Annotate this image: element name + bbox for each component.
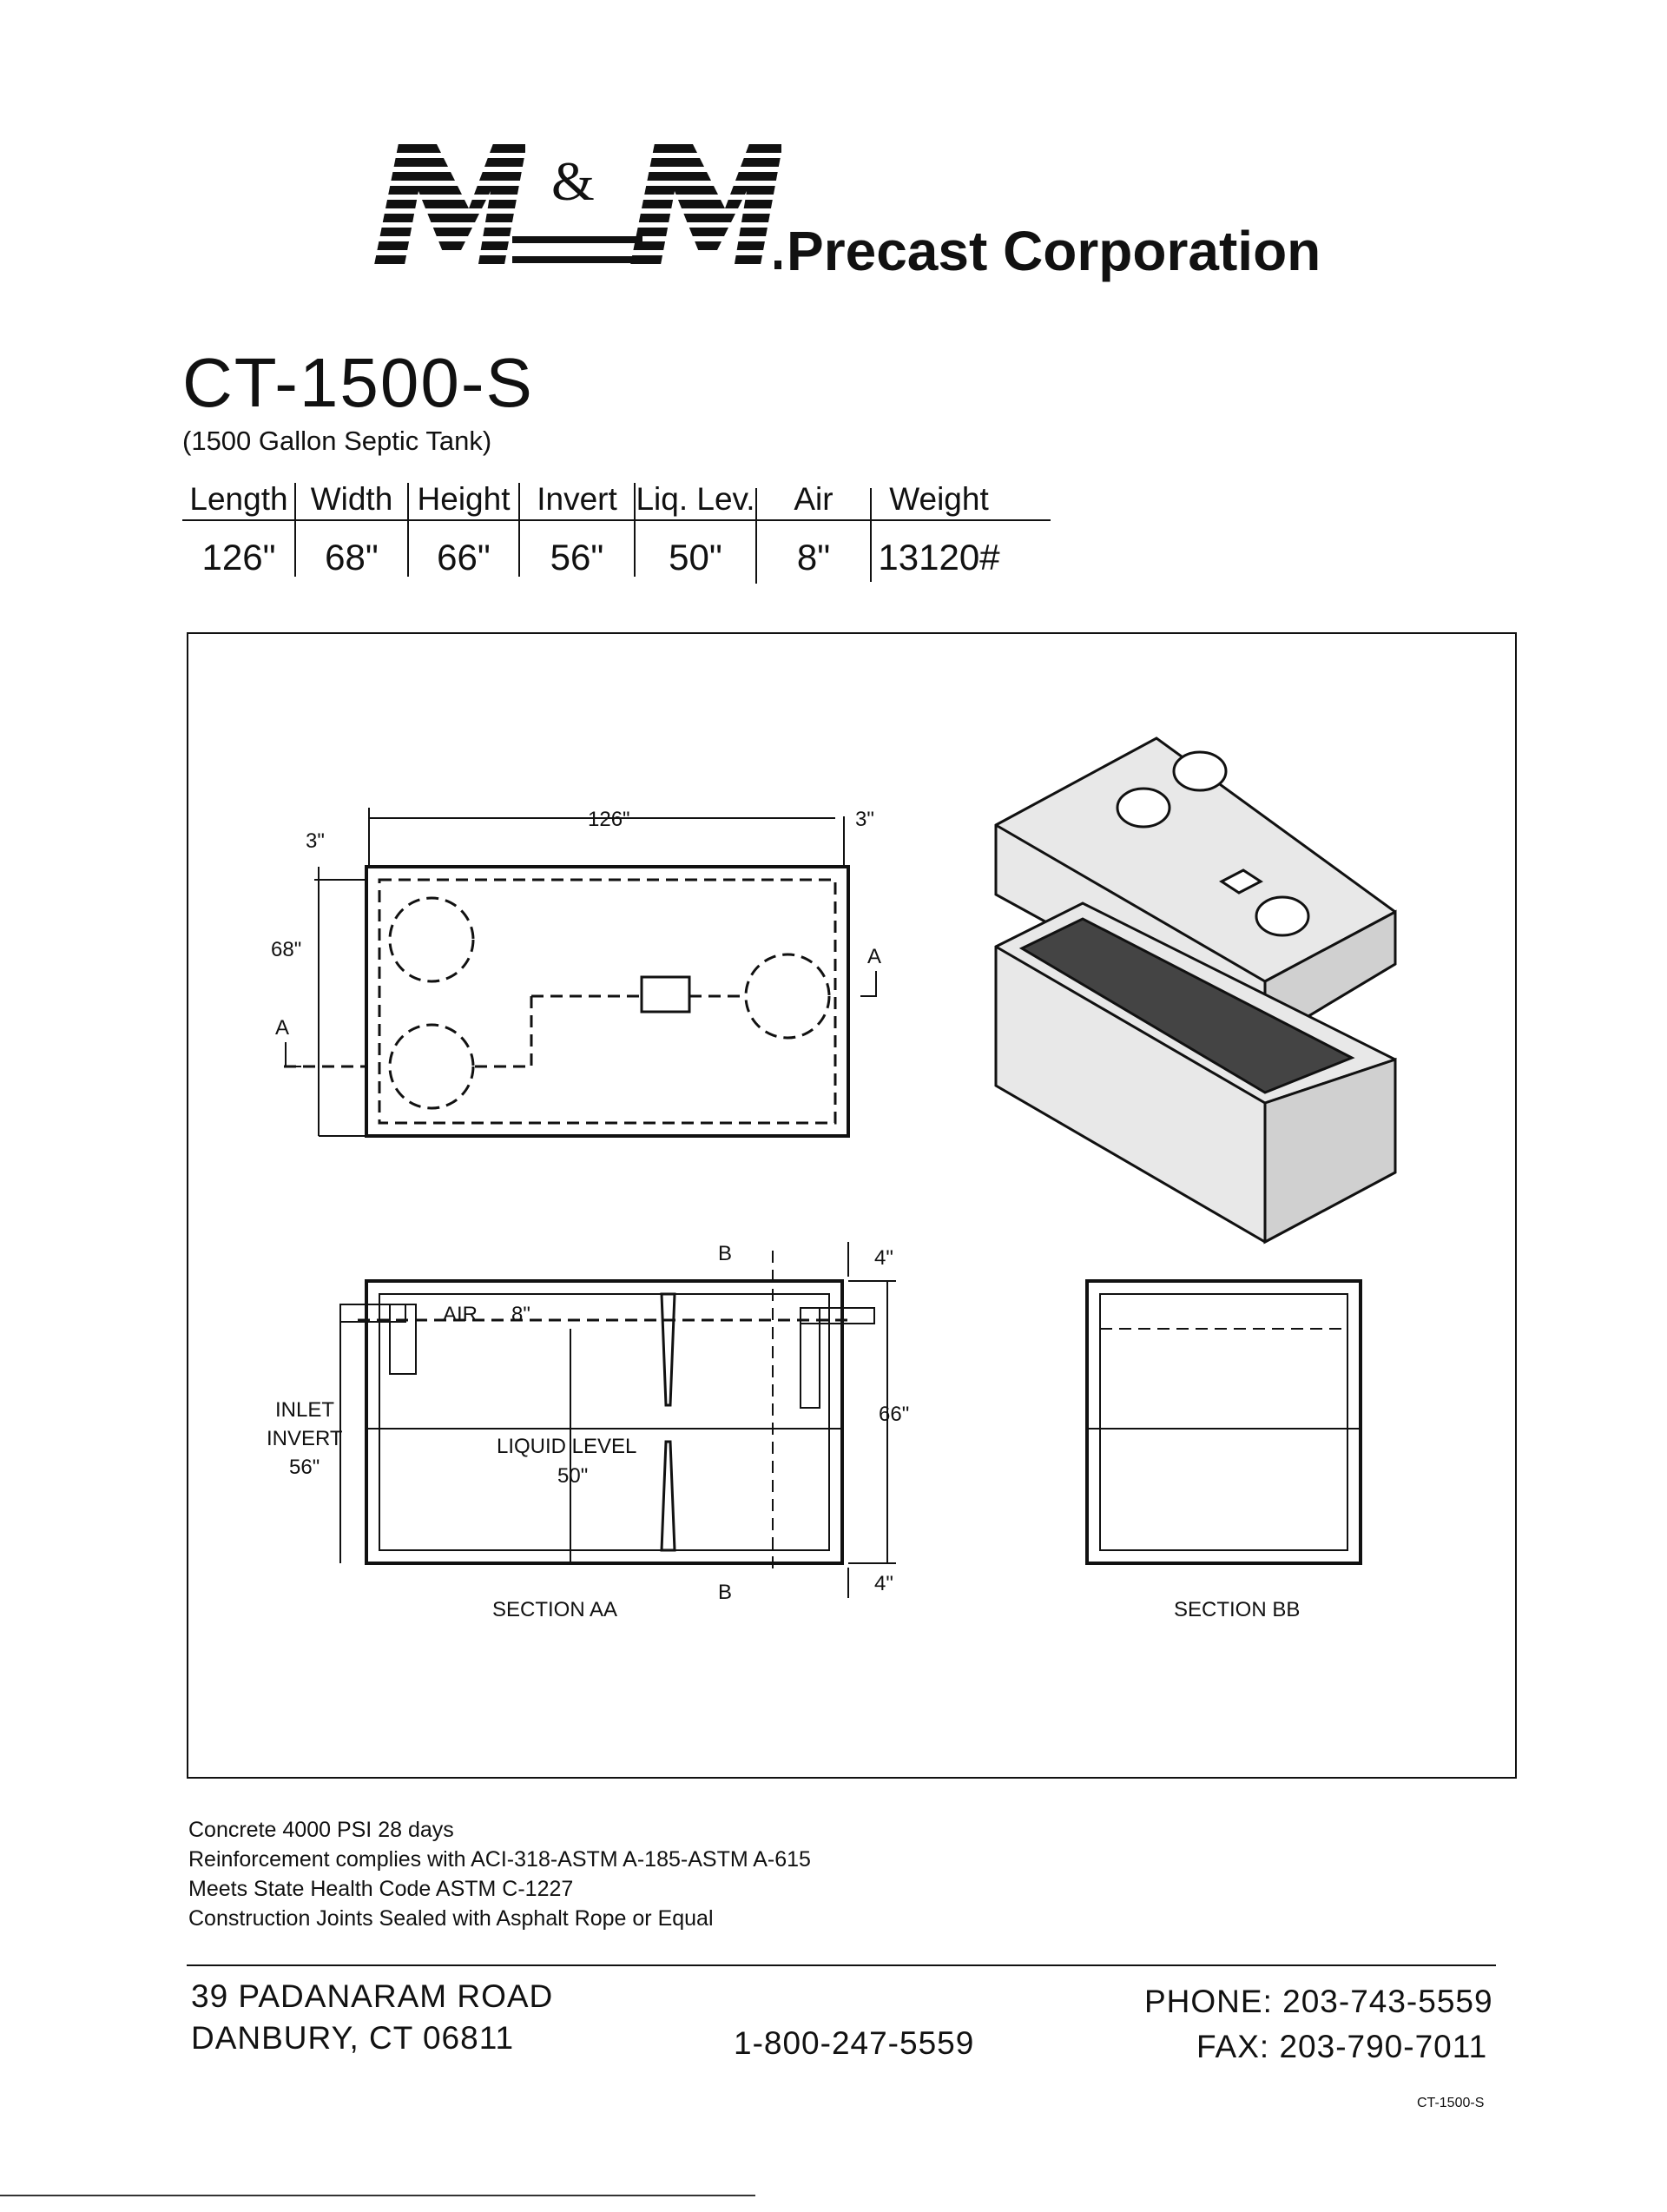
section-aa-air-label: AIR (443, 1303, 478, 1326)
spec-value: 50" (669, 537, 722, 578)
plan-width-dim: 68" (271, 938, 302, 961)
spec-column (408, 476, 519, 580)
section-aa-inlet-label-1: INLET (275, 1398, 335, 1422)
spec-header: Height (417, 481, 511, 517)
spec-header: Liq. Lev. (636, 481, 755, 517)
bottom-rule (0, 2195, 755, 2196)
spec-value: 126" (201, 537, 276, 578)
section-aa-air-dim: 8" (511, 1303, 530, 1326)
toll-free-number: 1-800-247-5559 (734, 2025, 975, 2061)
m-and-m-logo (373, 130, 781, 278)
spec-column (519, 476, 635, 580)
section-aa-liquid-dim: 50" (557, 1464, 589, 1488)
spec-value: 13120# (878, 537, 1000, 578)
section-bb-view (1087, 1281, 1361, 1563)
spec-table (182, 476, 1051, 580)
note-reinforcement: Reinforcement complies with ACI-318-ASTM A-185-ASTM A-615 (188, 1847, 811, 1872)
spec-column (295, 476, 408, 580)
section-aa-height-dim: 66" (879, 1403, 910, 1426)
note-health-code: Meets State Health Code ASTM C-1227 (188, 1877, 574, 1901)
footer-divider (187, 1964, 1496, 1966)
section-aa-top-slab-dim: 4" (874, 1246, 893, 1270)
spec-column (871, 476, 1007, 580)
spec-value: 56" (550, 537, 604, 578)
spec-notes (188, 1815, 811, 1933)
spec-value: 66" (437, 537, 491, 578)
plan-section-marker-right: A (867, 945, 882, 968)
spec-header: Width (310, 481, 393, 517)
section-aa-inlet-dim: 56" (289, 1456, 320, 1479)
plan-view (284, 808, 876, 1136)
phone-number: PHONE: 203-743-5559 (1144, 1984, 1493, 2019)
fax-number: FAX: 203-790-7011 (1196, 2029, 1488, 2064)
note-concrete: Concrete 4000 PSI 28 days (188, 1818, 454, 1842)
section-aa-title: SECTION AA (492, 1598, 618, 1621)
svg-text:&: & (551, 150, 595, 212)
section-aa-marker-bottom: B (718, 1581, 733, 1604)
spec-header: Weight (889, 481, 989, 517)
plan-wall-left-dim: 3" (306, 829, 325, 853)
section-aa-marker-top: B (718, 1242, 733, 1265)
spec-column (635, 476, 756, 580)
drawing-frame (187, 632, 1517, 1779)
isometric-view (996, 738, 1395, 1242)
section-bb-title: SECTION BB (1174, 1598, 1301, 1621)
address-line-2: DANBURY, CT 06811 (191, 2020, 515, 2056)
document-code: CT-1500-S (1417, 2096, 1485, 2110)
company-name: Precast Corporation (787, 220, 1321, 282)
technical-drawing (188, 634, 1515, 1777)
spec-header: Air (794, 481, 834, 517)
plan-wall-right-dim: 3" (855, 808, 874, 831)
plan-length-dim: 126" (588, 808, 630, 831)
spec-value: 8" (796, 537, 831, 578)
spec-column (182, 476, 295, 580)
address-line-1: 39 PADANARAM ROAD (191, 1978, 554, 2014)
model-title: CT-1500-S (182, 344, 534, 421)
model-subtitle: (1500 Gallon Septic Tank) (182, 426, 492, 456)
section-aa-view (340, 1242, 896, 1598)
spec-value: 68" (325, 537, 379, 578)
section-aa-liquid-label: LIQUID LEVEL (497, 1435, 637, 1458)
spec-column (756, 476, 871, 580)
plan-section-marker-left: A (275, 1016, 290, 1040)
note-joints: Construction Joints Sealed with Asphalt Rope or Equal (188, 1906, 714, 1931)
section-aa-inlet-label-2: INVERT (267, 1427, 343, 1450)
spec-header: Length (189, 481, 288, 517)
section-aa-bottom-slab-dim: 4" (874, 1572, 893, 1595)
spec-header: Invert (537, 481, 617, 517)
